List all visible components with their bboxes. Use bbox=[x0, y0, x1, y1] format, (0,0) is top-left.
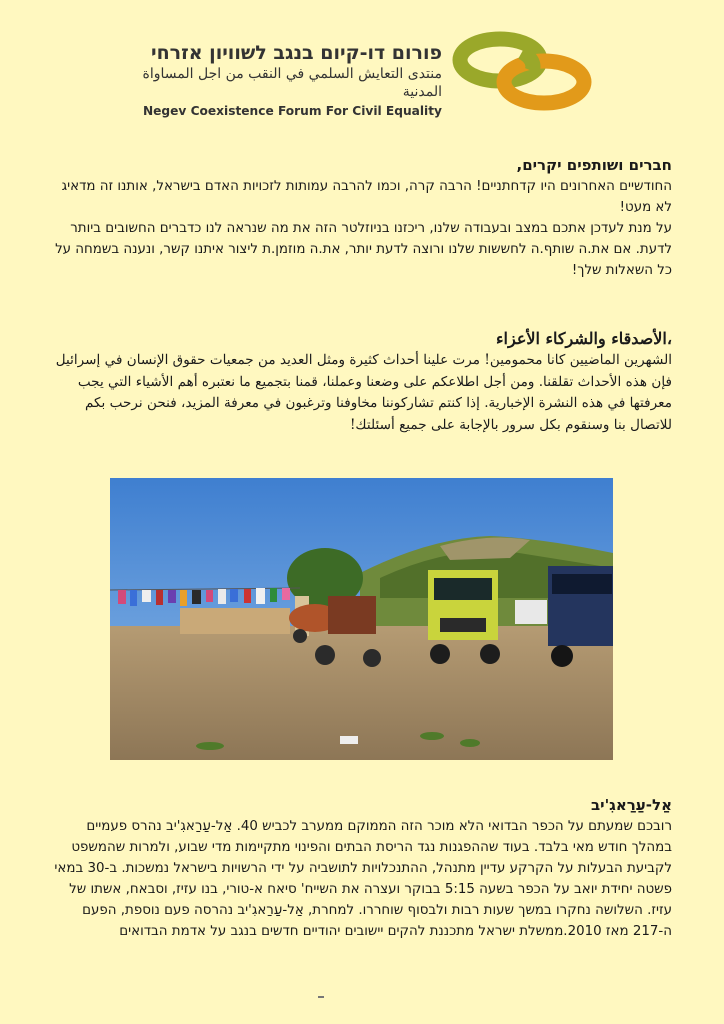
arabic-intro-title: ،الأصدقاء والشركاء الأعزاء bbox=[496, 329, 672, 348]
hebrew-intro-title: חברים ושותפים יקרים, bbox=[516, 156, 672, 174]
org-name-english: Negev Coexistence Forum For Civil Equality bbox=[142, 104, 442, 118]
hebrew-intro-paragraph-1: החודשיים האחרונים היו קדחתניים! הרבה קרה, וכמו להרבה עמותות לזכויות האדם בישראל, אותנו זה מדאיג לא מעט! bbox=[61, 179, 672, 215]
forum-logo-icon bbox=[452, 30, 592, 114]
hebrew-intro-paragraph-2: על מנת לעדכן אתכם במצב ובעבודה שלנו, ריכזנו בניוזלטר הזה את מה שנראה לנו כדברים החשובים ביותר לדעת. אם את.ה שותף.ה לחששות שלנו ורוצה לדעת יותר, את.ה מוזמן.ת ליצור איתנו קשר, ונענה בשמחה על כל השאלות שלך! bbox=[55, 221, 672, 278]
hebrew-intro-section bbox=[52, 154, 672, 281]
org-name-block bbox=[126, 42, 442, 119]
article-section bbox=[52, 794, 672, 942]
footer-divider bbox=[318, 996, 324, 998]
village-photo bbox=[110, 478, 613, 760]
article-title: אַל-עַרַאגִ'יב bbox=[591, 796, 672, 814]
arabic-intro-paragraph: الشهرين الماضيين كانا محمومين! مرت علينا أحداث كثيرة ومثل العديد من جمعيات حقوق الإنسان في إسرائيل فإن هذه الأحداث تقلقنا. ومن أجل اطلاعكم على وضعنا وعملنا، قمنا بتجميع ما نعتبره أهم الأشياء التي يجب معرفتها في هذه النشرة الإخبارية. إذا كنتم تشاركوننا مخاوفنا وترغبون في معرفة المزيد، فنحن نرحب بكم للاتصال بنا وسنقوم بكل سرور بالإجابة على جميع أسئلتك! bbox=[55, 352, 672, 433]
article-paragraph: רובכם שמעתם על הכפר הבדואי הלא מוכר הזה הממוקם ממערב לכביש 40. אַל-עַרַאגִ'יב נהרס פעמיים במהלך חודש מאי בלבד. בעוד שההפגנות נגד הריסת הבתים והפינוי מתקיימות מדי שבוע, ולמרות שהמשפט לקביעת הבעלות על הקרקע עדיין מתנהל, ההתנכלויות לתושביה על ידי הרשויות בישראל נמשכות. ב-30 במאי פשטה יחידת יואב על הכפר בשעה 5:15 בבוקר ועצרה את השייח' סיאח א-טורי, בנו עזיז, וסבאח, אשתו של עזיז. השלושה נחקרו במשך שעות רבות ולבסוף שוחררו. למחרת, אַל-עַרַאגִ'יב נהרסה פעם נוספת, הפעם ה-217 מאז 2010.ממשלת ישראל מתכננת להקים יישובים יהודיים חדשים בנגב על אדמת הבדואים bbox=[54, 819, 672, 939]
arabic-intro-section bbox=[52, 328, 672, 436]
org-name-hebrew: פורום דו-קיום בנגב לשוויון אזרחי bbox=[151, 42, 442, 64]
page-header bbox=[0, 0, 724, 120]
org-name-arabic: منتدى التعايش السلمي في النقب من اجل المساواة المدنية bbox=[142, 66, 442, 100]
